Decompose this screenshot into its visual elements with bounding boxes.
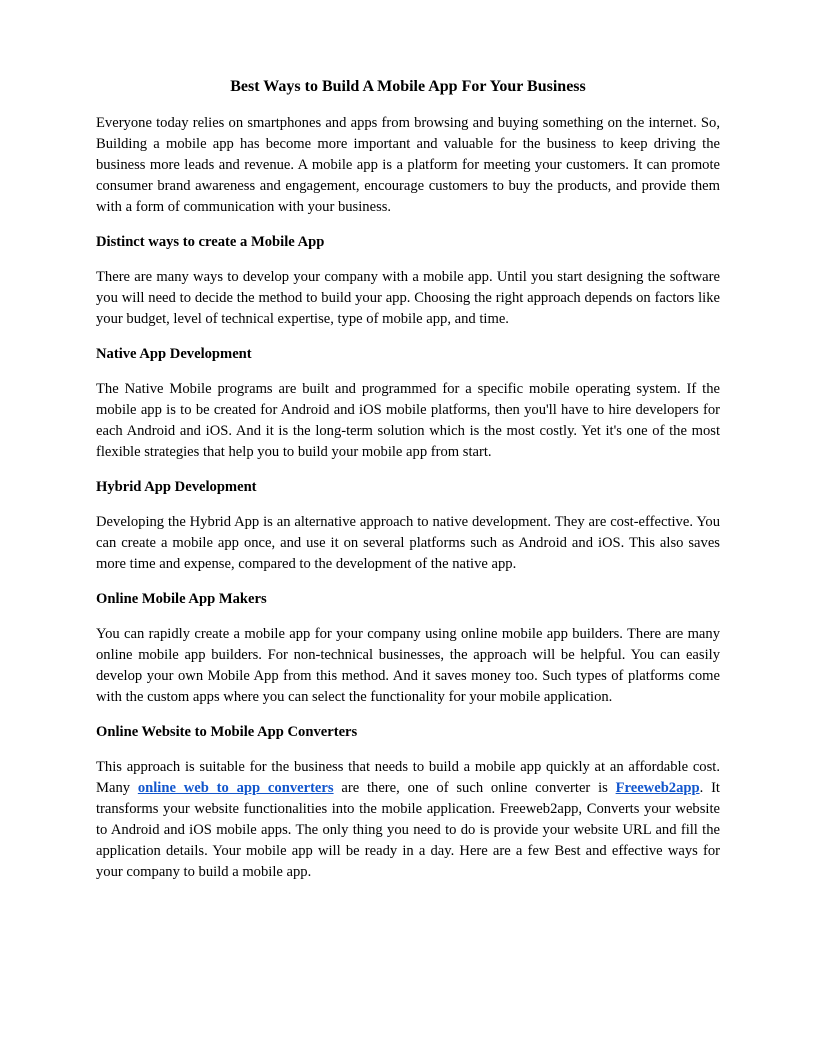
- section-heading-converters: Online Website to Mobile App Converters: [96, 724, 358, 740]
- section-heading-distinct-ways: Distinct ways to create a Mobile App: [96, 234, 325, 250]
- converters-text-part3: . It transforms your website functionalities into the mobile application. Freeweb2app, Converts your website to Android and iOS mobile apps. The only thing you need to do is provide your website URL and fill the application details. Your mobile app will be ready in a day. Here are a few Best and effective ways for your company to build a mobile app.: [96, 780, 720, 880]
- converters-text-part2: are there, one of such online converter is: [333, 780, 616, 796]
- intro-paragraph: Everyone today relies on smartphones and apps from browsing and buying something on the internet. So, Building a mobile app has become more important and valuable for the business to keep driving the business more leads and revenue. A mobile app is a platform for meeting your customers. It can promote consumer brand awareness and engagement, encourage customers to buy the products, and provide them with a form of communication with your business.: [96, 115, 720, 215]
- freeweb2app-link[interactable]: Freeweb2app: [615, 780, 700, 796]
- online-web-to-app-converters-link[interactable]: online web to app converters: [137, 780, 334, 796]
- section-body-native: The Native Mobile programs are built and programmed for a specific mobile operating system. If the mobile app is to be created for Android and iOS mobile platforms, then you'll have to hire developers for each Android and iOS. And it is the long-term solution which is the most costly. Yet it's one of the most flexible strategies that help you to build your mobile app from start.: [96, 381, 720, 460]
- document-title: Best Ways to Build A Mobile App For Your Business: [230, 78, 586, 95]
- section-body-app-makers: You can rapidly create a mobile app for your company using online mobile app builders. There are many online mobile app builders. For non-technical businesses, the approach will be helpful. You can easily develop your own Mobile App from this method. And it saves money too. Such types of platforms come with the custom apps where you can select the functionality for your mobile application.: [96, 626, 720, 705]
- section-body-hybrid: Developing the Hybrid App is an alternative approach to native development. They are cost-effective. You can create a mobile app once, and use it on several platforms such as Android and iOS. This also saves more time and expense, compared to the development of the native app.: [96, 514, 720, 572]
- document-page: [96, 76, 720, 897]
- section-heading-app-makers: Online Mobile App Makers: [96, 591, 267, 607]
- section-heading-hybrid: Hybrid App Development: [96, 479, 257, 495]
- converters-text-part1: This approach is suitable for the business that needs to build a mobile app quickly at an affordable cost. Many: [96, 759, 720, 796]
- section-body-distinct-ways: There are many ways to develop your company with a mobile app. Until you start designing the software you will need to decide the method to build your app. Choosing the right approach depends on factors like your budget, level of technical expertise, type of mobile app, and time.: [96, 269, 720, 327]
- section-heading-native: Native App Development: [96, 346, 252, 362]
- section-body-converters: [96, 757, 720, 883]
